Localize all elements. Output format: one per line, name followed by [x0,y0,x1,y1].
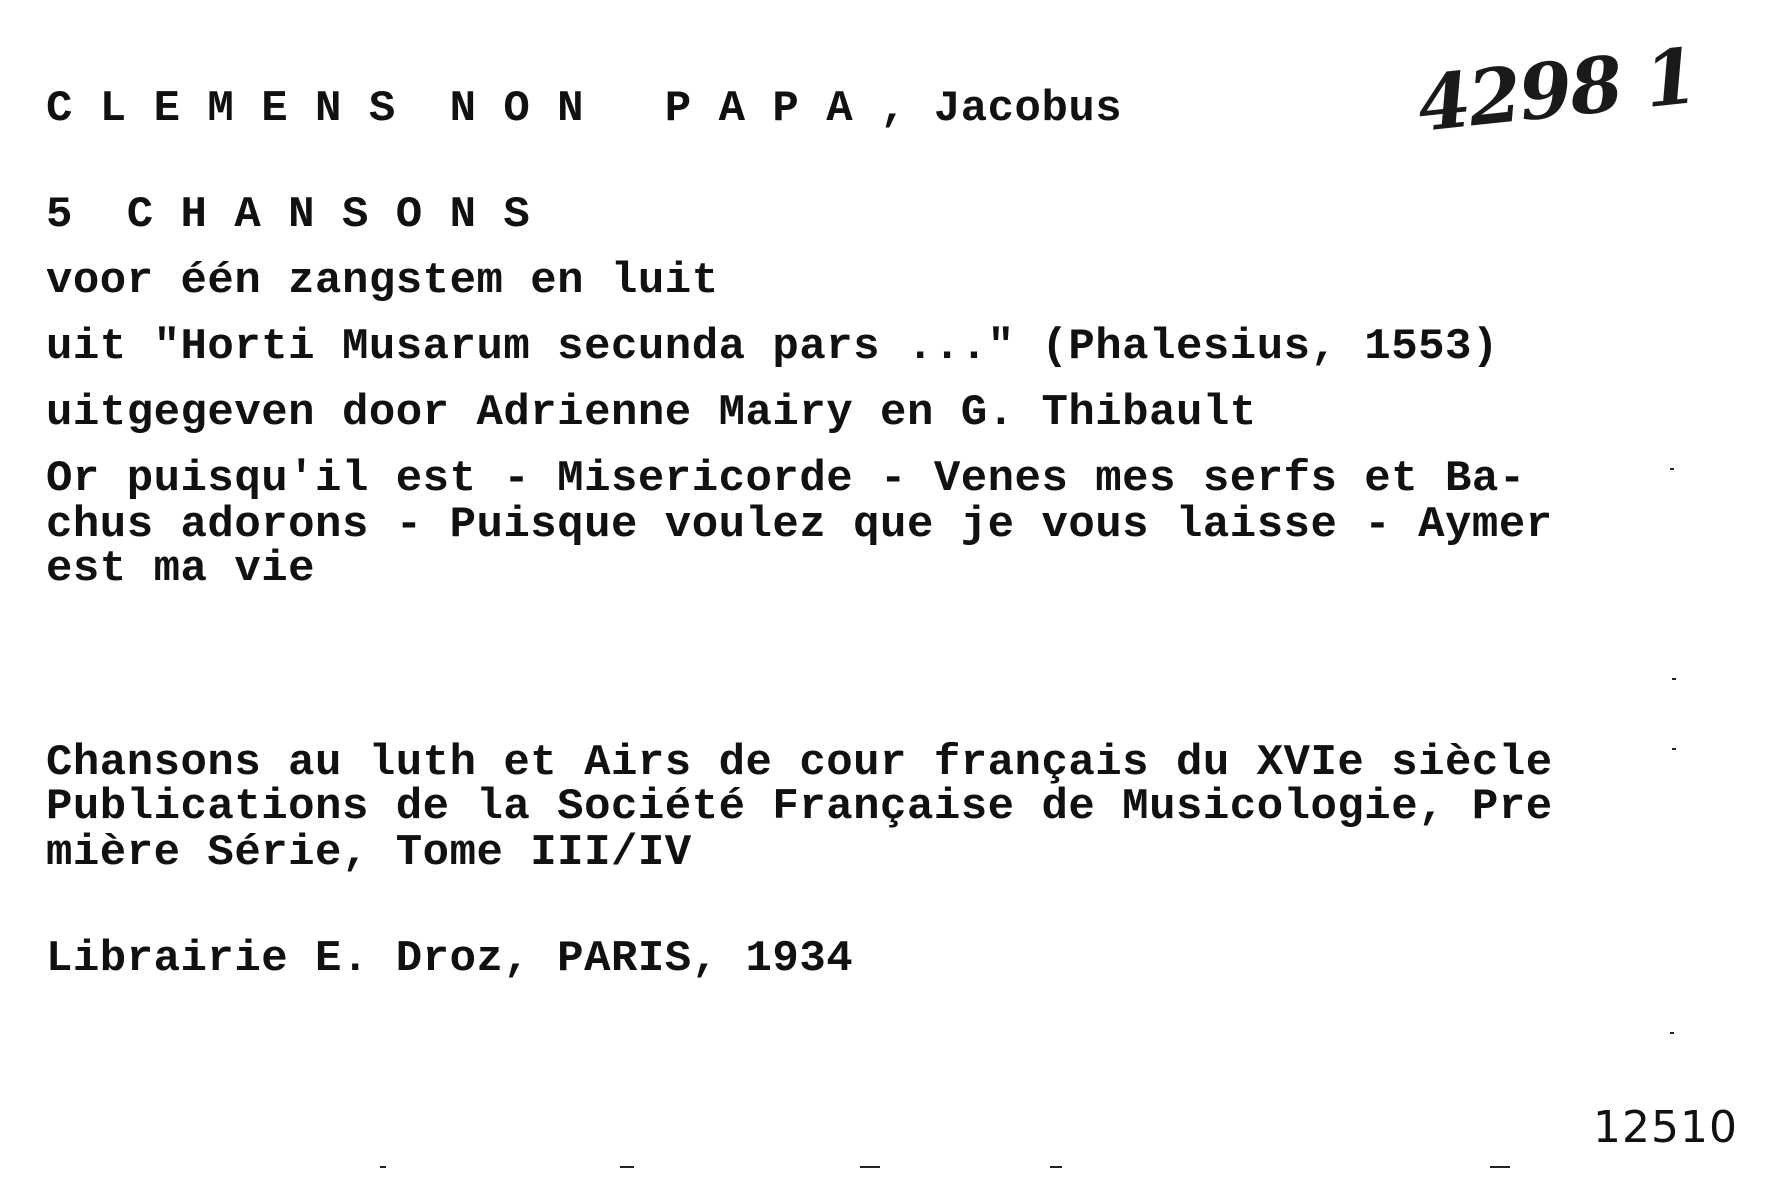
scan-speck [380,1166,386,1168]
composer-heading [46,84,1122,134]
editors-line: uitgegeven door Adrienne Mairy en G. Thibault [46,388,1257,438]
publisher-line: Librairie E. Droz, PARIS, 1934 [46,934,854,984]
scan-speck [1670,468,1674,470]
series-line: Chansons au luth et Airs de cour français du XVIe siècle [46,738,1553,788]
contents-line: est ma vie [46,544,316,594]
scan-speck [1050,1166,1062,1168]
scan-speck [860,1166,880,1168]
work-title: 5 C H A N S O N S [46,190,531,240]
composer-name: C L E M E N S N O N P A P A , [46,84,907,134]
handwritten-shelf-number: 4298 1 [1413,31,1700,149]
scan-speck [1672,748,1676,750]
series-line: Publications de la Société Française de Musicologie, Pre [46,782,1553,832]
series-line: mière Série, Tome III/IV [46,828,692,878]
composer-given-name: Jacobus [906,84,1123,134]
contents-line: chus adorons - Puisque voulez que je vous laisse - Aymer [46,500,1553,550]
scan-speck [1672,678,1676,680]
source-line: uit "Horti Musarum secunda pars ..." (Phalesius, 1553) [46,322,1499,372]
accession-number: 12510 [1593,1102,1738,1153]
description-line: voor één zangstem en luit [46,256,719,306]
contents-line: Or puisqu'il est - Misericorde - Venes mes serfs et Ba- [46,454,1526,504]
scan-speck [1670,1032,1674,1034]
scan-speck [620,1166,634,1168]
scan-speck [1490,1166,1510,1168]
